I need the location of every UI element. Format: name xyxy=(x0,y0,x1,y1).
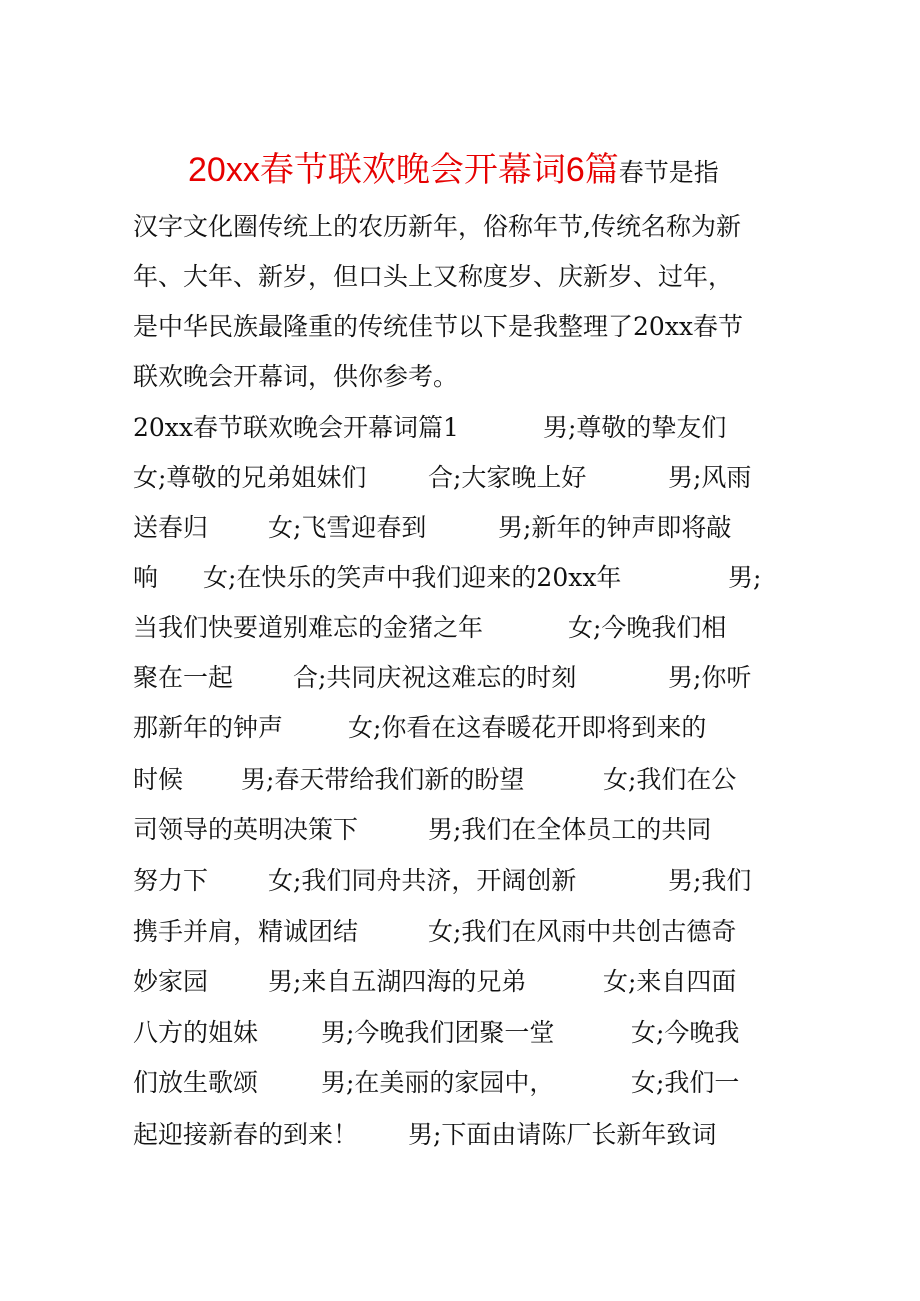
dialogue-segment: 们放生歌颂 xyxy=(133,1068,259,1097)
dialogue-segment: 男;尊敬的挚友们 xyxy=(543,413,727,442)
dialogue-segment: 女;今晚我们相 xyxy=(568,613,727,642)
dialogue-segment: 女;我们一 xyxy=(631,1068,740,1097)
dialogue-line xyxy=(133,613,773,643)
dialogue-segment: 女;今晚我 xyxy=(631,1018,740,1047)
dialogue-line xyxy=(133,513,773,543)
dialogue-segment: 八方的姐妹 xyxy=(133,1018,259,1047)
intro-line: 年、大年、新岁，但口头上又称度岁、庆新岁、过年， xyxy=(133,262,734,291)
dialogue-segment: 男;我们 xyxy=(668,866,752,895)
intro-line: 联欢晚会开幕词，供你参考。 xyxy=(133,362,459,391)
dialogue-segment: 司领导的英明决策下 xyxy=(133,815,359,844)
dialogue-line xyxy=(133,866,773,896)
dialogue-segment: 合;共同庆祝这难忘的时刻 xyxy=(293,663,577,692)
dialogue-line xyxy=(133,713,773,743)
document-title: 20xx春节联欢晚会开幕词6篇 xyxy=(188,151,619,189)
section-line xyxy=(133,413,773,443)
dialogue-segment: 男;你听 xyxy=(668,663,752,692)
dialogue-line xyxy=(133,967,773,997)
dialogue-line xyxy=(133,1068,773,1098)
dialogue-segment: 男; xyxy=(728,563,762,592)
dialogue-segment: 送春归 xyxy=(133,513,209,542)
dialogue-segment: 男;春天带给我们新的盼望 xyxy=(241,765,525,794)
dialogue-segment: 女;我们同舟共济，开阔创新 xyxy=(268,866,577,895)
intro-line: 汉字文化圈传统上的农历新年，俗称年节,传统名称为新 xyxy=(133,212,741,241)
dialogue-line xyxy=(133,563,773,593)
dialogue-segment: 女;尊敬的兄弟姐妹们 xyxy=(133,463,367,492)
dialogue-segment: 女;我们在公 xyxy=(603,765,737,794)
dialogue-segment: 男;今晚我们团聚一堂 xyxy=(321,1018,555,1047)
dialogue-segment: 合;大家晚上好 xyxy=(428,463,587,492)
dialogue-line xyxy=(133,765,773,795)
dialogue-line xyxy=(133,663,773,693)
dialogue-segment: 妙家园 xyxy=(133,967,209,996)
dialogue-segment: 时候 xyxy=(133,765,184,794)
dialogue-segment: 男;下面由请陈厂长新年致词 xyxy=(408,1120,717,1149)
dialogue-segment: 女;在快乐的笑声中我们迎来的20xx年 xyxy=(203,563,622,592)
dialogue-segment: 起迎接新春的到来！ xyxy=(133,1120,359,1149)
dialogue-segment: 努力下 xyxy=(133,866,209,895)
intro-line: 是中华民族最隆重的传统佳节以下是我整理了20xx春节 xyxy=(133,312,744,341)
dialogue-segment: 男;风雨 xyxy=(668,463,752,492)
dialogue-segment: 当我们快要道别难忘的金猪之年 xyxy=(133,613,484,642)
dialogue-segment: 那新年的钟声 xyxy=(133,713,284,742)
dialogue-segment: 男;在美丽的家园中， xyxy=(321,1068,555,1097)
dialogue-segment: 女;飞雪迎春到 xyxy=(268,513,427,542)
dialogue-segment: 响 xyxy=(133,563,159,592)
dialogue-segment: 聚在一起 xyxy=(133,663,234,692)
dialogue-segment: 女;你看在这春暖花开即将到来的 xyxy=(348,713,707,742)
dialogue-line xyxy=(133,917,773,947)
dialogue-line xyxy=(133,1120,773,1150)
section-title: 20xx春节联欢晚会开幕词篇1 xyxy=(133,413,459,442)
dialogue-line xyxy=(133,1018,773,1048)
dialogue-segment: 女;来自四面 xyxy=(603,967,737,996)
dialogue-line xyxy=(133,815,773,845)
dialogue-line xyxy=(133,463,773,493)
dialogue-segment: 携手并肩，精诚团结 xyxy=(133,917,359,946)
intro-fragment: 春节是指 xyxy=(618,158,719,187)
dialogue-segment: 男;来自五湖四海的兄弟 xyxy=(268,967,527,996)
dialogue-segment: 男;新年的钟声即将敲 xyxy=(498,513,732,542)
title-line xyxy=(188,151,719,195)
dialogue-segment: 女;我们在风雨中共创古德奇 xyxy=(428,917,737,946)
dialogue-segment: 男;我们在全体员工的共同 xyxy=(428,815,712,844)
